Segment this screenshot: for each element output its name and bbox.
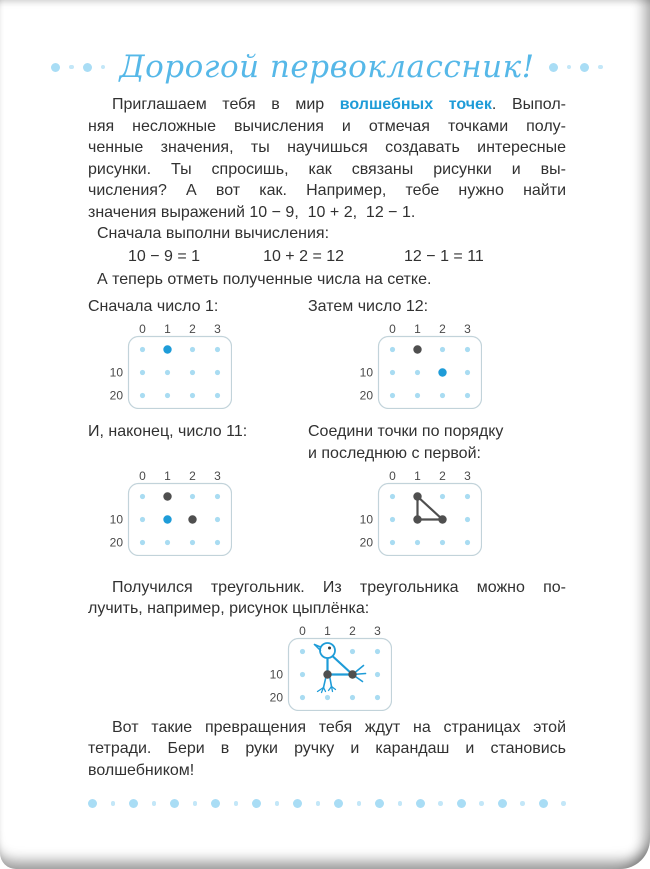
decorative-dot [567,65,572,70]
triangle-paragraph [88,577,566,620]
grid4-label-block [308,421,566,465]
text-line: тетради. Бери в руки ручку и карандаш и становись [88,740,566,758]
decorative-dot [111,801,116,806]
svg-text:10: 10 [109,365,123,380]
decorative-dot [293,799,302,808]
text-line: Вот такие превращения тебя ждут на страницах этой [112,718,566,736]
grid3-label: И, наконец, число 11: [88,423,248,441]
decorative-dot [51,63,60,72]
decorative-dot [234,801,239,806]
text-line: ченные значения, ты научишься создавать интересные [88,139,566,157]
svg-text:1: 1 [414,469,421,484]
intro-text-post: . Выпол- [491,96,567,114]
dot-grid [352,468,482,556]
svg-text:20: 20 [109,535,123,550]
decorative-dot [88,799,97,808]
svg-text:1: 1 [164,321,171,336]
decorative-dot [193,801,198,806]
svg-text:2: 2 [439,469,446,484]
dot-grid [262,623,392,711]
svg-text:3: 3 [464,321,471,336]
grid3-column [88,421,308,563]
svg-text:20: 20 [109,388,123,403]
svg-text:20: 20 [269,690,283,705]
svg-text:2: 2 [189,321,196,336]
grid1-column [88,296,308,416]
svg-text:3: 3 [214,469,221,484]
svg-text:3: 3 [464,469,471,484]
svg-text:0: 0 [389,321,396,336]
svg-text:0: 0 [139,321,146,336]
decorative-dot [416,799,425,808]
calculation-2: 10 + 2 = 12 [263,247,345,265]
decorative-dot [375,799,384,808]
decorative-dot [69,65,74,70]
svg-text:1: 1 [414,321,421,336]
grid1-label: Сначала число 1: [88,297,219,315]
outro-paragraph [88,717,566,782]
svg-text:1: 1 [324,623,331,638]
text-line: числения? А вот как. Например, тебе нужно найти [88,182,566,200]
svg-text:0: 0 [139,469,146,484]
decorative-dot [479,801,484,806]
step-compute-prompt: Сначала выполни вычисления: [97,225,330,243]
grid-triangle [352,468,566,563]
decorative-dot [438,801,443,806]
text-line: няя несложные вычисления и отмечая точками полу- [88,117,566,135]
decorative-dot [457,799,466,808]
dot-grid [352,321,482,409]
svg-text:1: 1 [164,469,171,484]
text-line: значения выражений 10 − 9, 10 + 2, 12 − 1. [88,203,416,221]
calculation-3: 12 − 1 = 11 [404,247,484,265]
decorative-dot [170,799,179,808]
magic-dots-highlight: волшебных точек [339,96,492,114]
decorative-dot [580,63,589,72]
decorative-dot [129,799,138,808]
dot-grid [102,468,232,556]
decorative-dot [252,799,261,808]
grid2-label: Затем число 12: [308,297,429,315]
grid2-column [308,296,566,416]
svg-text:3: 3 [214,321,221,336]
intro-paragraph [88,94,566,223]
step-mark-prompt: А теперь отметь полученные числа на сетке. [97,271,432,289]
decorative-dots-bottom [88,799,566,808]
decorative-dot [561,801,566,806]
text-line: волшебником! [88,761,195,779]
calculation-1: 10 − 9 = 1 [128,247,201,265]
decorative-dot [498,799,507,808]
grids-row-2 [88,421,566,563]
grid4-label-line2: и последнюю с первой: [308,444,481,462]
title-row [88,50,566,84]
text-line: Получился треугольник. Из треугольника можно по- [112,578,566,596]
svg-text:2: 2 [439,321,446,336]
decorative-dot [316,801,321,806]
text-line [88,94,566,116]
decorative-dot [83,63,92,72]
svg-text:0: 0 [299,623,306,638]
calculations-row [88,246,566,268]
decorative-dot [539,799,548,808]
decorative-dot [101,65,106,70]
decorative-dots-left [51,63,105,72]
grids-row-1 [88,296,566,416]
page-title: Дорогой первоклассник! [119,49,535,85]
grid-chick-drawing [88,623,566,711]
text-line: рисунки. Ты спросишь, как связаны рисунки и вы- [88,160,566,178]
svg-text:3: 3 [374,623,381,638]
grid-number-12 [352,321,566,416]
decorative-dot [152,801,157,806]
decorative-dot [398,801,403,806]
grid-number-1 [102,321,308,416]
grid4-column [308,421,566,563]
svg-text:20: 20 [359,535,373,550]
intro-text-pre: Приглашаем тебя в мир [112,96,340,114]
svg-text:10: 10 [359,365,373,380]
grid-number-11 [102,468,308,563]
decorative-dot [598,65,603,70]
svg-text:10: 10 [109,512,123,527]
decorative-dot [211,799,220,808]
text-line: лучить, например, рисунок цыплёнка: [88,600,370,618]
svg-text:2: 2 [349,623,356,638]
decorative-dot [334,799,343,808]
svg-text:10: 10 [269,667,283,682]
svg-text:0: 0 [389,469,396,484]
svg-text:2: 2 [189,469,196,484]
grid3-label-block [88,421,308,465]
svg-text:20: 20 [359,388,373,403]
decorative-dot [549,63,558,72]
decorative-dot [520,801,525,806]
decorative-dot [357,801,362,806]
grid4-label-line1: Соедини точки по порядку [308,423,504,441]
svg-text:10: 10 [359,512,373,527]
dot-grid [102,321,232,409]
decorative-dots-right [549,63,603,72]
decorative-dot [275,801,280,806]
